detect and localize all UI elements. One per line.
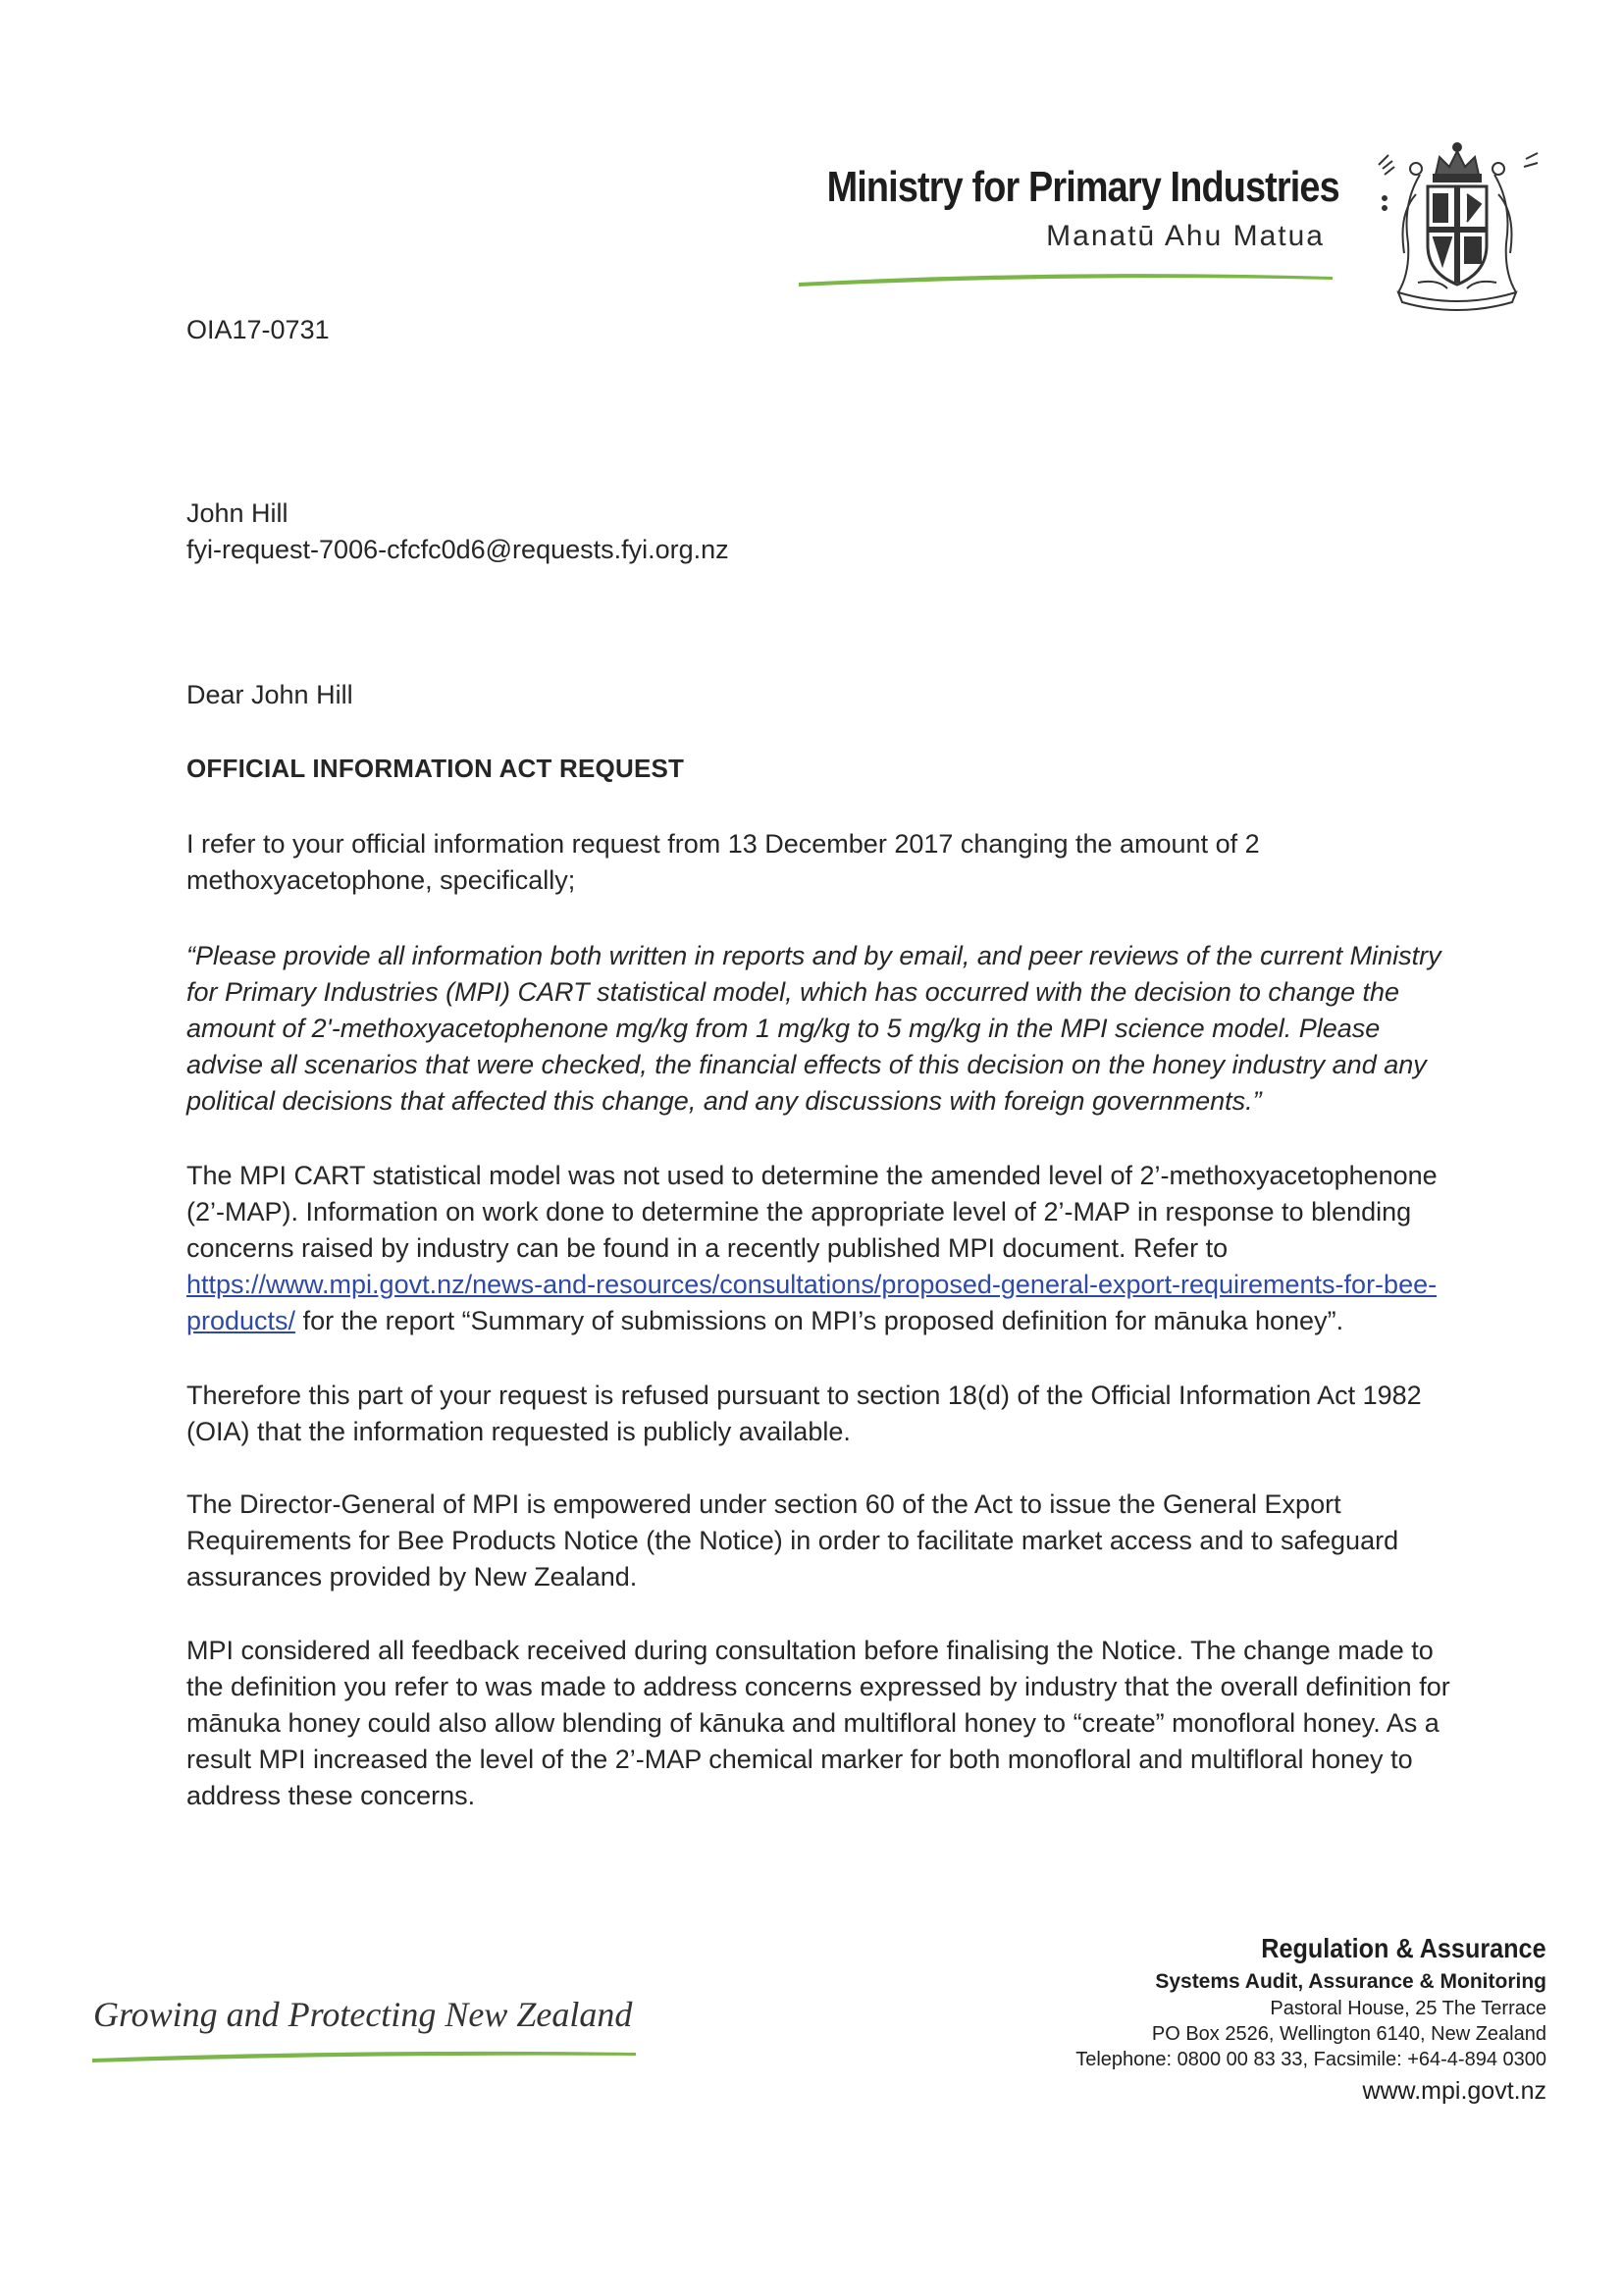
addressee-email: fyi-request-7006-cfcfc0d6@requests.fyi.org.nz bbox=[186, 535, 729, 564]
paragraph-text: “Please provide all information both written in reports and by email, and peer reviews of the current Ministry for Primary Industries (MPI) CART statistical model, which has occurred with the decision to change the amount of 2'-methoxyacetophenone mg/kg from 1 mg/kg to 5 mg/kg in the MPI science model. Please advise all scenarios that were checked, the financial effects of this decision on the honey industry and any political decisions that affected this change, and any discussions with foreign governments.” bbox=[186, 941, 1441, 1116]
footer-tagline: Growing and Protecting New Zealand bbox=[93, 1995, 633, 2034]
nz-coat-of-arms-icon bbox=[1359, 135, 1555, 312]
subject-heading: OFFICIAL INFORMATION ACT REQUEST bbox=[186, 754, 685, 783]
reference-number: OIA17-0731 bbox=[186, 315, 330, 344]
paragraph-text-before-link: The MPI CART statistical model was not used to determine the amended level of 2’-methoxyacetophenone (2’-MAP). Information on work done to determine the appropriate level of 2’-MAP in response to blending concerns raised by industry can be found in a recently published MPI document. Refer to bbox=[186, 1161, 1438, 1263]
footer-address-line2: PO Box 2526, Wellington 6140, New Zealand bbox=[1151, 2023, 1546, 2045]
paragraph-text: The Director-General of MPI is empowered under section 60 of the Act to issue the General Export Requirements for Bee Products Notice (the Notice) in order to facilitate market access and to safeguard assurances provided by New Zealand. bbox=[186, 1489, 1399, 1592]
salutation: Dear John Hill bbox=[186, 680, 353, 709]
addressee-name: John Hill bbox=[186, 498, 288, 528]
footer-swoosh bbox=[90, 2045, 640, 2064]
footer-website-link[interactable]: www.mpi.govt.nz bbox=[1362, 2077, 1546, 2105]
header-swoosh bbox=[797, 267, 1336, 290]
footer-division: Regulation & Assurance bbox=[1261, 1933, 1546, 1963]
paragraph-text: I refer to your official information request from 13 December 2017 changing the amount of 2 methoxyacetophone, specifically; bbox=[186, 829, 1260, 895]
quoted-request bbox=[186, 938, 1452, 1120]
paragraph-text: Therefore this part of your request is refused pursuant to section 18(d) of the Official Information Act 1982 (OIA) that the information requested is publicly available. bbox=[186, 1381, 1422, 1446]
consultation-link[interactable]: https://www.mpi.govt.nz/news-and-resources/consultations/proposed-general-export-requirements-for-bee-products/ bbox=[186, 1270, 1438, 1335]
footer-address-line1: Pastoral House, 25 The Terrace bbox=[1270, 1998, 1546, 2019]
paragraph-text-after-link: for the report “Summary of submissions on MPI’s proposed definition for mānuka honey”. bbox=[295, 1306, 1344, 1335]
org-name: Ministry for Primary Industries bbox=[826, 163, 1339, 211]
paragraph-cart-model bbox=[186, 1158, 1452, 1339]
footer-unit: Systems Audit, Assurance & Monitoring bbox=[1155, 1970, 1546, 1993]
paragraph-refusal bbox=[186, 1378, 1452, 1450]
paragraph-text: MPI considered all feedback received during consultation before finalising the Notice. The change made to the definition you refer to was made to address concerns expressed by industry that the overall definition for mānuka honey could also allow blending of kānuka and multifloral honey to “create” monofloral honey. As a result MPI increased the level of the 2’-MAP chemical marker for both monofloral and multifloral honey to address these concerns. bbox=[186, 1636, 1450, 1810]
paragraph-director-general bbox=[186, 1487, 1452, 1595]
paragraph-request-reference bbox=[186, 826, 1452, 899]
paragraph-text bbox=[186, 1158, 1452, 1339]
footer-phone: Telephone: 0800 00 83 33, Facsimile: +64-4-894 0300 bbox=[1075, 2049, 1546, 2070]
org-name-maori: Manatū Ahu Matua bbox=[1046, 220, 1325, 252]
paragraph-feedback bbox=[186, 1633, 1452, 1814]
